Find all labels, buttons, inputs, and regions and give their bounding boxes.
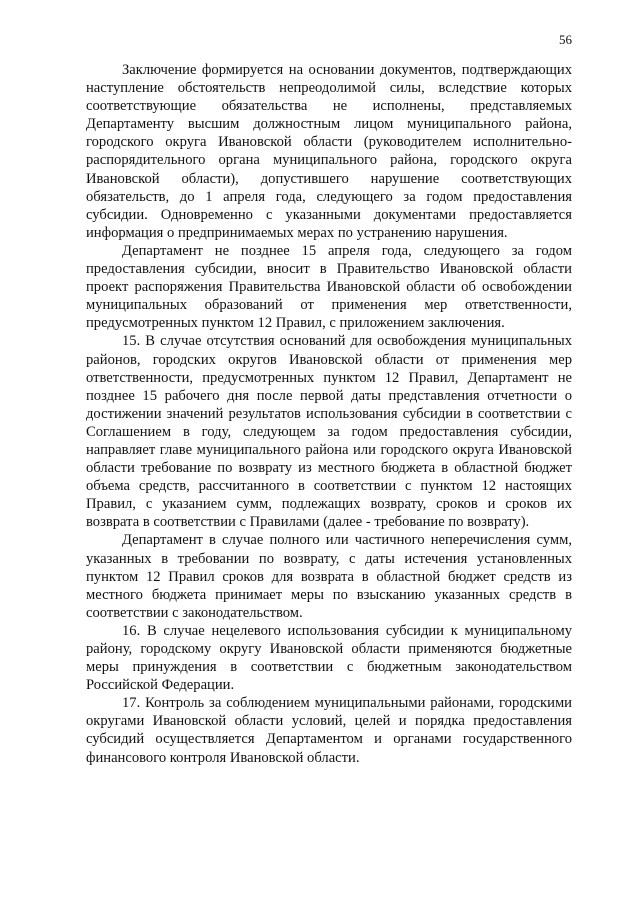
page-number: 56 [559,32,572,47]
paragraph-conclusion-basis: Заключение формируется на основании документов, подтверждающих наступление обстоятельств непреодолимой силы, вследствие которых соответствующие обязательства не исполнены, представляемых Департаменту высшим должностным лицом муниципального района, городского округа Ивановской области (руководителем исполнительно-распорядительного органа муниципального района, городского округа Ивановской области), допустившего нарушение соответствующих обязательств, до 1 апреля года, следующего за годом предоставления субсидии. Одновременно с указанными документами предоставляется информация о предпринимаемых мерах по устранению нарушения. [86,62,572,241]
paragraph-item-16: 16. В случае нецелевого использования субсидии к муниципальному району, городскому округу Ивановской области применяются бюджетные меры принуждения в соответствии с бюджетным законодательством Российской Федерации. [86,622,572,694]
paragraph-item-15: 15. В случае отсутствия оснований для освобождения муниципальных районов, городских округов Ивановской области от применения мер ответственности, предусмотренных пунктом 12 Правил, Департамент не позднее 15 рабочего дня после первой даты представления отчетности о достижении значений результатов использования субсидии в соответствии с Соглашением в году, следующем за годом предоставления субсидии, направляет главе муниципального района или городского округа Ивановской области требование по возврату из местного бюджета в областной бюджет объема средств, рассчитанного в соответствии с пунктом 12 настоящих Правил, с указанием сумм, подлежащих возврату, сроков и сроков их возврата в соответствии с Правилами (далее - требование по возврату). [86,333,572,531]
paragraph-department-submission: Департамент не позднее 15 апреля года, следующего за годом предоставления субсидии, вносит в Правительство Ивановской области проект распоряжения Правительства Ивановской области об освобождении муниципальных образований от применения мер ответственности, предусмотренных пунктом 12 Правил, с приложением заключения. [86,242,572,332]
document-body [86,61,572,767]
paragraph-recovery-measures: Департамент в случае полного или частичного неперечисления сумм, указанных в требовании по возврату, с даты истечения установленных пунктом 12 Правил сроков для возврата в областной бюджет средств из местного бюджета принимает меры по взысканию указанных средств в соответствии с законодательством. [86,532,572,621]
paragraph-item-17: 17. Контроль за соблюдением муниципальными районами, городскими округами Ивановской области условий, целей и порядка предоставления субсидий осуществляется Департаментом и органами государственного финансового контроля Ивановской области. [86,695,572,766]
